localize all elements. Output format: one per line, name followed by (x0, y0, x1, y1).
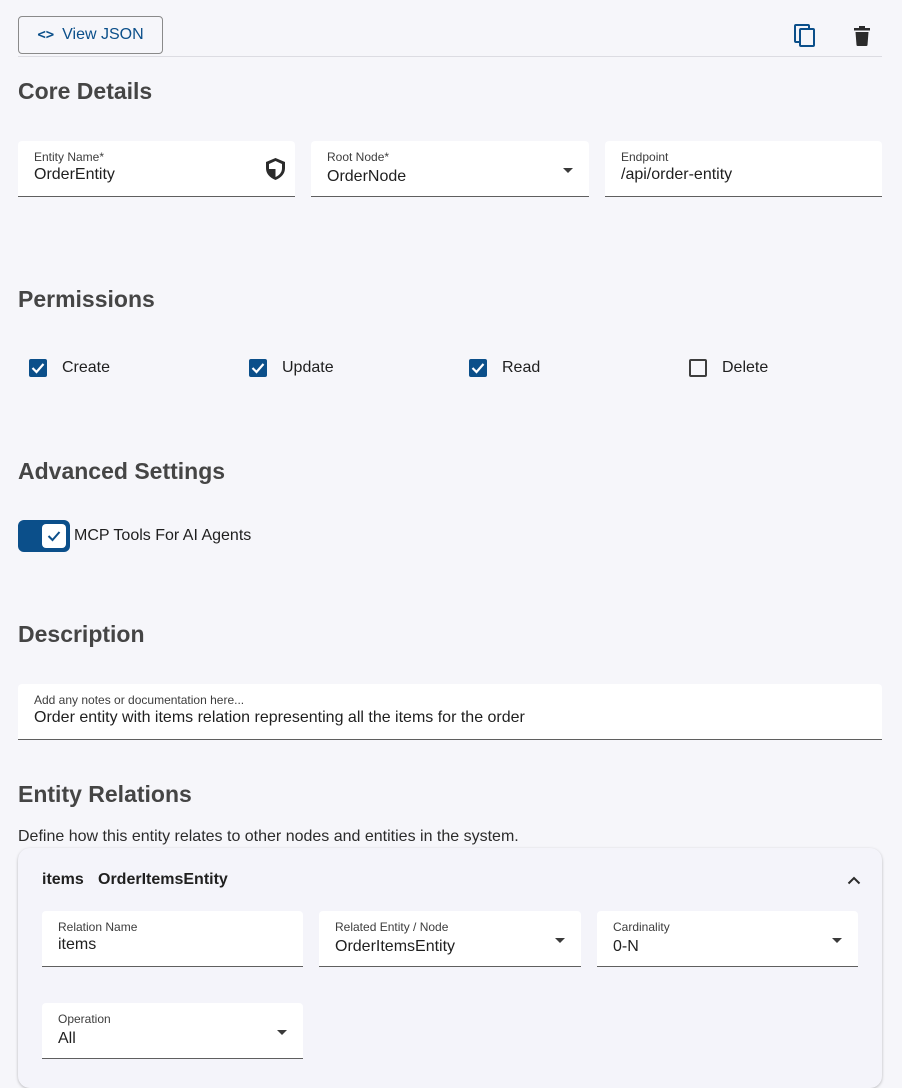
operation-select[interactable] (42, 1003, 303, 1059)
permission-delete[interactable] (689, 359, 768, 377)
view-json-button[interactable] (18, 16, 163, 54)
relation-name-value: items (58, 936, 97, 953)
toggle-knob (42, 524, 66, 548)
entity-relations-subtitle: Define how this entity relates to other nodes and entities in the system. (18, 828, 519, 845)
chevron-down-icon (832, 938, 842, 943)
root-node-label: Root Node* (327, 150, 390, 164)
endpoint-value: /api/order-entity (621, 166, 733, 183)
checkbox-checked-icon[interactable] (249, 359, 267, 377)
toolbar-divider (18, 56, 882, 57)
description-label: Add any notes or documentation here... (34, 693, 245, 707)
chevron-up-icon (847, 876, 861, 885)
operation-value: All (58, 1030, 76, 1047)
relation-header-name: items (42, 871, 84, 888)
operation-label: Operation (58, 1012, 111, 1026)
checkbox-checked-icon[interactable] (469, 359, 487, 377)
permissions-title: Permissions (18, 286, 155, 312)
entity-name-label: Entity Name* (34, 150, 105, 164)
relation-name-label: Relation Name (58, 920, 138, 934)
permission-update[interactable] (249, 359, 334, 377)
endpoint-label: Endpoint (621, 150, 669, 164)
entity-name-field[interactable] (18, 141, 295, 197)
relation-name-field[interactable] (42, 911, 303, 967)
related-entity-value: OrderItemsEntity (335, 938, 456, 955)
description-title: Description (18, 621, 145, 647)
code-icon: <> (37, 27, 55, 43)
cardinality-value: 0-N (613, 938, 639, 955)
core-details-title: Core Details (18, 78, 153, 104)
chevron-down-icon (563, 168, 573, 173)
permission-label: Update (282, 359, 334, 376)
permission-label: Delete (722, 359, 769, 376)
endpoint-field[interactable] (605, 141, 882, 197)
advanced-settings-title: Advanced Settings (18, 458, 226, 484)
related-entity-label: Related Entity / Node (335, 920, 449, 934)
related-entity-select[interactable] (319, 911, 581, 967)
permission-read[interactable] (469, 359, 540, 377)
checkbox-unchecked-icon[interactable] (689, 359, 707, 377)
description-field[interactable] (18, 684, 882, 740)
cardinality-label: Cardinality (613, 920, 670, 934)
chevron-down-icon (277, 1030, 287, 1035)
mcp-tools-label: MCP Tools For AI Agents (74, 527, 252, 544)
chevron-down-icon (555, 938, 565, 943)
shield-icon (266, 158, 285, 180)
permission-create[interactable] (29, 359, 110, 377)
delete-icon (854, 26, 870, 46)
permission-label: Read (502, 359, 541, 376)
mcp-tools-toggle[interactable] (18, 520, 70, 552)
cardinality-select[interactable] (597, 911, 858, 967)
entity-relations-title: Entity Relations (18, 781, 192, 807)
checkbox-checked-icon[interactable] (29, 359, 47, 377)
collapse-button[interactable] (838, 864, 870, 896)
delete-button[interactable] (846, 20, 878, 52)
view-json-label: View JSON (62, 26, 144, 43)
root-node-value: OrderNode (327, 168, 407, 185)
relation-card (18, 848, 882, 1088)
relation-header-entity: OrderItemsEntity (98, 871, 228, 888)
check-icon (47, 530, 61, 542)
description-value: Order entity with items relation representing all the items for the order (34, 709, 525, 726)
copy-icon (794, 24, 816, 48)
copy-button[interactable] (789, 20, 821, 52)
root-node-select[interactable] (311, 141, 589, 197)
permission-label: Create (62, 359, 111, 376)
entity-name-value: OrderEntity (34, 166, 115, 183)
